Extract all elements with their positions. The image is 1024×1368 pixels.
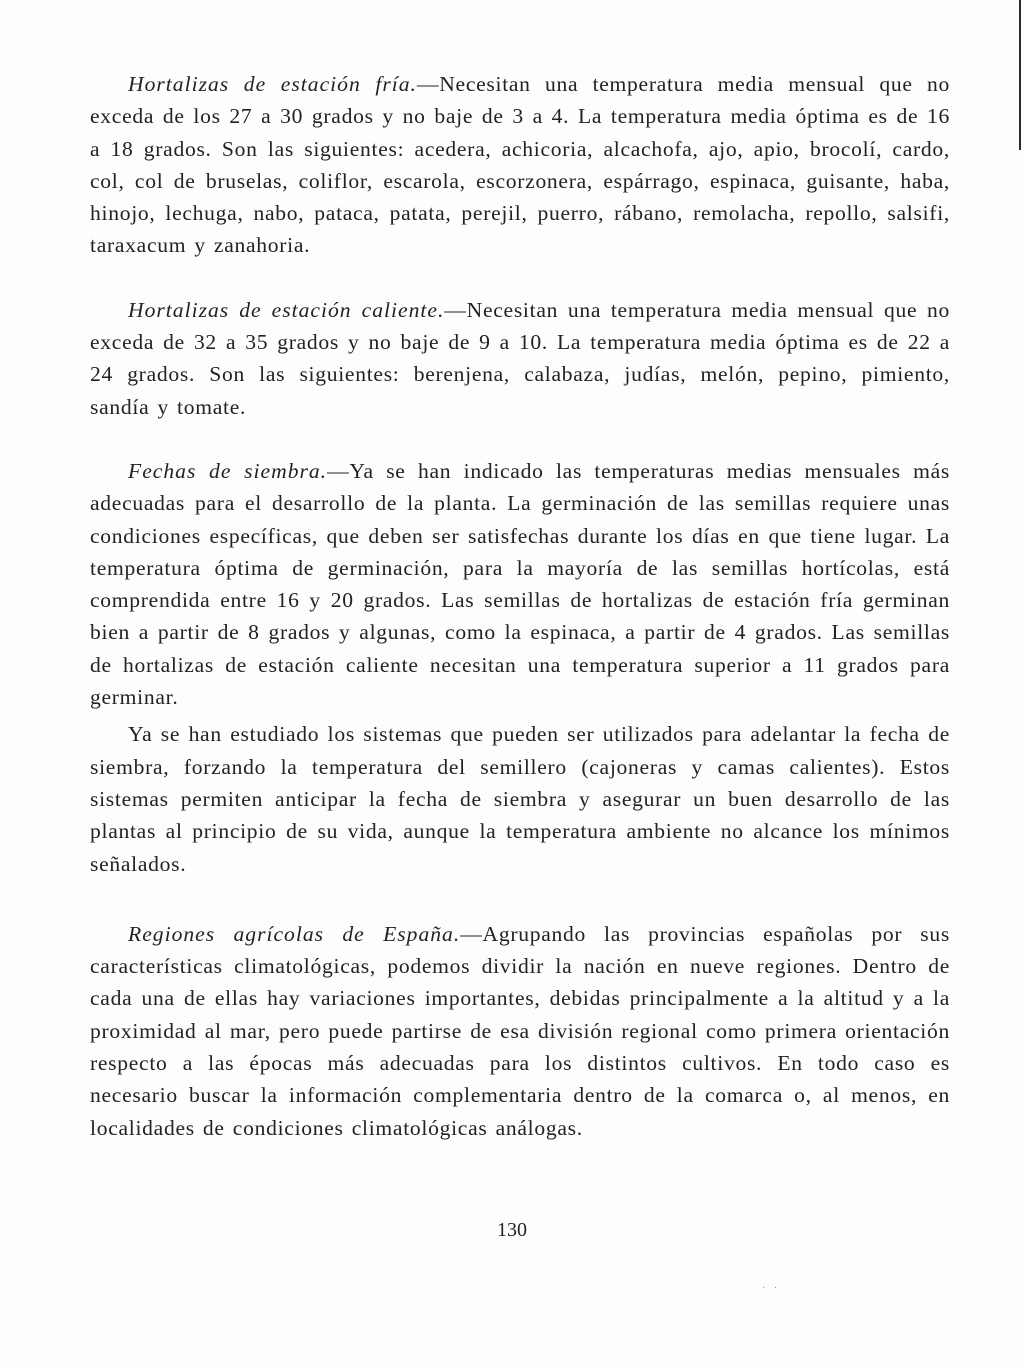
paragraph-sowing-dates bbox=[90, 455, 950, 713]
scan-edge-line bbox=[1019, 0, 1021, 150]
paragraph-forcing-systems bbox=[90, 718, 950, 879]
paragraph-warm-season-vegetables bbox=[90, 294, 950, 423]
paragraph-agricultural-regions bbox=[90, 918, 950, 1144]
paragraph-heading: Fechas de siembra. bbox=[128, 458, 328, 483]
paragraph-cold-season-vegetables bbox=[90, 68, 950, 262]
page-number: 130 bbox=[497, 1219, 527, 1241]
paragraph-body: Ya se han estudiado los sistemas que pueden ser utilizados para adelantar la fecha de siembra, forzando la temperatura del semillero (cajoneras y camas calientes). Estos sistemas permiten anticipar la fecha de siembra y asegurar un buen desarrollo de las plantas al principio de su vida, aunque la temperatura ambiente no alcance los mínimos señalados. bbox=[90, 722, 950, 876]
body-text bbox=[90, 68, 950, 1144]
scan-specks: · · bbox=[762, 1283, 781, 1294]
paragraph-heading: Hortalizas de estación fría. bbox=[128, 72, 417, 96]
paragraph-body: —Necesitan una temperatura media mensual que no exceda de los 27 a 30 grados y no baje de 3 a 4. La temperatura media óptima es de 16 a 18 grados. Son las siguientes: acedera, achicoria, alcachofa, ajo, apio, brocolí, cardo, col, col de bruselas, coliflor, escarola, escorzonera, espárrago, espinaca, guisante, haba, hinojo, lechuga, nabo, pataca, patata, perejil, puerro, rábano, remolacha, repollo, salsifi, taraxacum y zanahoria. bbox=[90, 72, 950, 258]
paragraph-heading: Regiones agrícolas de España. bbox=[128, 921, 461, 946]
paragraph-body: —Necesitan una temperatura media mensual que no exceda de 32 a 35 grados y no baje de 9 a 10. La temperatura media óptima es de 22 a 24 grados. Son las siguientes: berenjena, calabaza, judías, melón, pepino, pimiento, sandía y tomate. bbox=[90, 297, 950, 419]
paragraph-body: —Ya se han indicado las temperaturas medias mensuales más adecuadas para el desarrollo de la planta. La germinación de las semillas requiere unas condiciones específicas, que deben ser satisfechas durante los días en que tiene lugar. La temperatura óptima de germinación, para la mayoría de las semillas hortícolas, está comprendida entre 16 y 20 grados. Las semillas de hortalizas de estación fría germinan bien a partir de 8 grados y algunas, como la espinaca, a partir de 4 grados. Las semillas de hortalizas de estación caliente necesitan una temperatura superior a 11 grados para germinar. bbox=[90, 458, 950, 710]
paragraph-heading: Hortalizas de estación caliente. bbox=[128, 297, 445, 322]
paragraph-body: —Agrupando las provincias españolas por sus características climatológicas, podemos dividir la nación en nueve regiones. Dentro de cada una de ellas hay variaciones importantes, debidas principalmente a la altitud y a la proximidad al mar, pero puede partirse de esa división regional como primera orientación respecto a las épocas más adecuadas para los distintos cultivos. En todo caso es necesario buscar la información complementaria dentro de la comarca o, al menos, en localidades de condiciones climatológicas análogas. bbox=[90, 921, 950, 1140]
